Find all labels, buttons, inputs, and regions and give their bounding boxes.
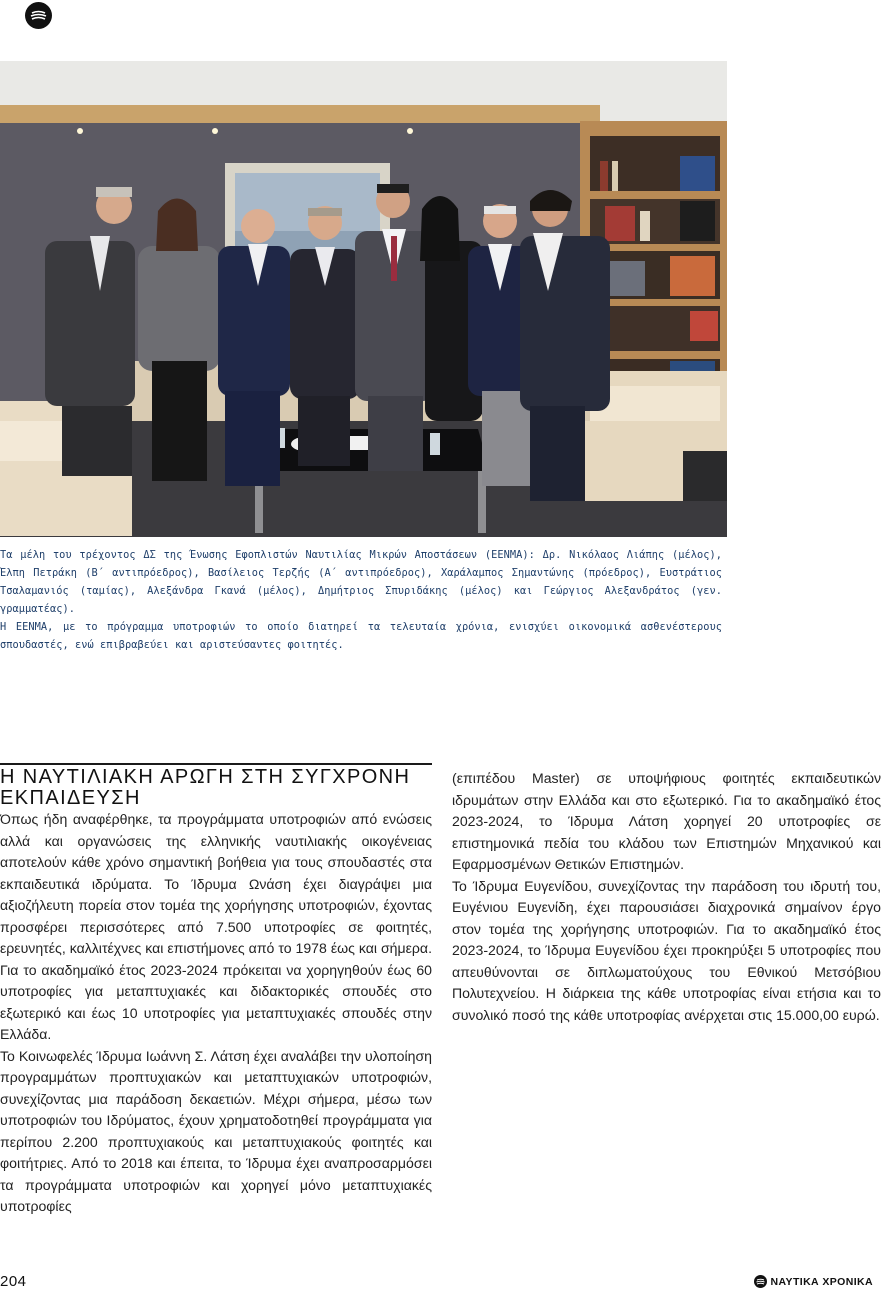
brand-name: ΝΑΥΤΙΚΑ ΧΡΟΝΙΚΑ xyxy=(770,1275,873,1288)
article-paragraph: (επιπέδου Master) σε υποψήφιους φοιτητές εκπαιδευτικών ιδρυμάτων στην Ελλάδα και στο εξωτερικό. Για το ακαδημαϊκό έτος 2023-2024, το Ίδρυμα Λάτση χορηγεί 20 υποτροφίες σε επιστημονικά πεδία του κλάδου των Επιστημών Μηχανικού και Εφαρμοσμένων Θετικών Επιστημών. xyxy=(452,770,881,872)
caption-program: Η ΕΕΝΜΑ, με το πρόγραμμα υποτροφιών το οποίο διατηρεί τα τελευταία χρόνια, ενισχύει οικονομικά ασθενέστερους σπουδαστές, ενώ επιβραβεύει και αριστεύσαντες φοιτητές. xyxy=(0,621,722,651)
magazine-logo-icon xyxy=(25,2,52,29)
page-number: 204 xyxy=(0,1273,27,1290)
article-column-left xyxy=(0,809,432,1218)
article-paragraph: Όπως ήδη αναφέρθηκε, τα προγράμματα υποτροφιών από ενώσεις αλλά και οργανώσεις της ελληνικής ναυτιλιακής οικογένειας αποτελούν κάθε χρόνο σημαντική βοήθεια για τους σπουδαστές στα εκπαιδευτικά ιδρύματα. Το Ίδρυμα Ωνάση έχει διαγράψει μια αξιοζήλευτη πορεία στον τομέα της χορήγησης υποτροφιών, έχοντας προσφέρει περισσότερες από 7.500 υποτροφίες σε φοιτητές, ερευνητές, καλλιτέχνες και επιστήμονες από το 1978 έως και σήμερα. Για το ακαδημαϊκό έτος 2023-2024 πρόκειται να χορηγηθούν έως 60 υποτροφίες για μεταπτυχιακές και διδακτορικές σπουδές στο εξωτερικό και έως 10 υποτροφίες για μεταπτυχιακές σπουδές στην Ελλάδα. xyxy=(0,811,432,1042)
photo-caption xyxy=(0,546,722,654)
article-column-right xyxy=(452,768,881,1026)
article-paragraph: Το Ίδρυμα Ευγενίδου, συνεχίζοντας την παράδοση του ιδρυτή του, Ευγένιου Ευγενίδη, έχει παρουσιάσει διαχρονικά σημαίνον έργο στον τομέα της χορήγησης υποτροφιών. Για το ακαδημαϊκό έτος 2023-2024, το Ίδρυμα Ευγενίδου έχει προκηρύξει 5 υποτροφίες που απευθύνονται σε διπλωματούχους του Εθνικού Μετσόβιου Πολυτεχνείου. Η διάρκεια της κάθε υποτροφίας είναι ετήσια και το συνολικό ποσό της κάθε υποτροφίας ανέρχεται στις 15.000,00 ευρώ. xyxy=(452,877,881,1023)
article-headline: Η ΝΑΥΤΙΛΙΑΚΗ ΑΡΩΓΗ ΣΤΗ ΣΥΓΧΡΟΝΗ ΕΚΠΑΙΔΕΥΣΗ xyxy=(0,766,411,809)
caption-members: Τα μέλη του τρέχοντος ΔΣ της Ένωσης Εφοπλιστών Ναυτιλίας Μικρών Αποστάσεων (ΕΕΝΜΑ): Δρ. Νικόλαος Λιάπης (μέλος), Έλπη Πετράκη (Β΄ αντιπρόεδρος), Βασίλειος Τερζής (Α΄ αντιπρόεδρος), Χαράλαμπος Σημαντώνης (πρόεδρος), Ευστράτιος Τσαλαμανιός (ταμίας), Αλεξάνδρα Γκανά (μέλος), Δημήτριος Σπυριδάκης (μέλος) και Γεώργιος Αλεξανδράτος (γεν. γραμματέας). xyxy=(0,549,722,615)
magazine-brand xyxy=(754,1275,873,1288)
headline-rule xyxy=(0,763,432,765)
brand-logo-icon xyxy=(754,1275,767,1288)
board-group-photo xyxy=(0,61,727,537)
article-paragraph: Το Κοινωφελές Ίδρυμα Ιωάννη Σ. Λάτση έχει αναλάβει την υλοποίηση προγραμμάτων προπτυχιακών και μεταπτυχιακών υποτροφιών, συνεχίζοντας μια παράδοση δεκαετιών. Μέχρι σήμερα, μέσω των υποτροφιών του Ιδρύματος, έχουν χρηματοδοτηθεί προγράμματα για περίπου 2.200 προπτυχιακούς και μεταπτυχιακούς φοιτητές και φοιτήτριες. Από το 2018 και έπειτα, το Ίδρυμα έχει αναπροσαρμόσει τα προγράμματα υποτροφιών και χορηγεί μόνο μεταπτυχιακές υποτροφίες xyxy=(0,1047,432,1214)
